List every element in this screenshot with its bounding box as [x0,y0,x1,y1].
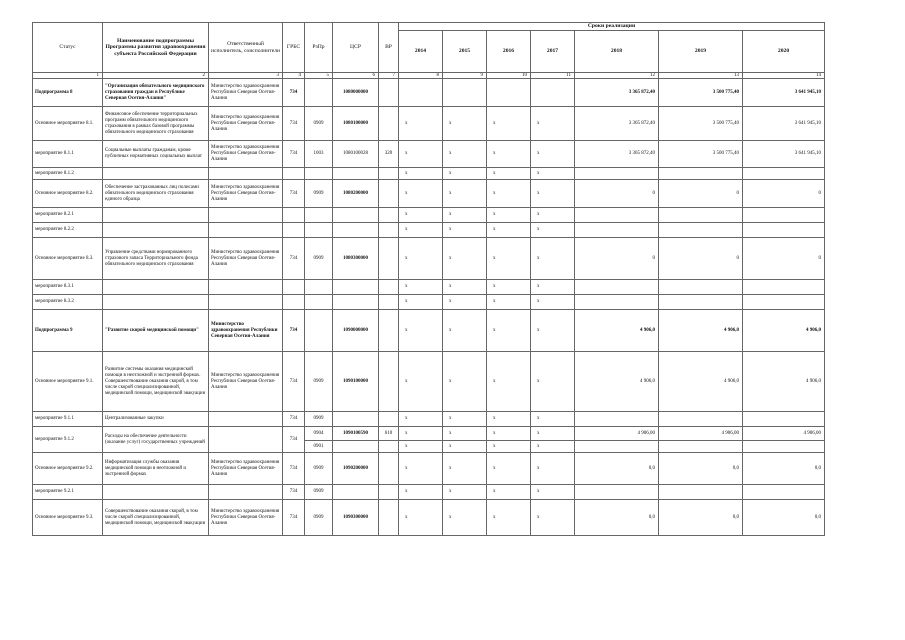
year-value-cell: x [443,238,487,280]
rzpr-cell: 0909 [305,352,333,412]
csr-cell: 1080000000 [333,79,379,107]
year-value-cell: 0 [575,238,659,280]
year-value-cell: x [443,208,487,223]
year-header: 2017 [531,31,575,73]
responsible-cell: Министерство здравоохранения Республики Северная Осетия-Алания [209,141,283,168]
year-value-cell: x [487,453,531,485]
year-value-cell: x [487,280,531,295]
grbs-cell [283,280,305,295]
year-value-cell [743,168,825,180]
year-value-cell: x [531,500,575,536]
year-value-cell [659,485,743,500]
csr-cell: 1090300000 [333,500,379,536]
year-value-cell: x [487,295,531,310]
csr-cell [333,168,379,180]
rzpr-cell [305,295,333,310]
name-cell: Развитие системы оказания медицинской помощи в неотложной и экстренной формах. Совершенствование оказания скорой, в том числе скорой специализированной, медицинской помощи, медицинской эвакуации [103,352,209,412]
year-value-cell: x [531,141,575,168]
rzpr-cell: 0909 [305,107,333,141]
year-value-cell [743,441,825,453]
status-cell: мероприятие 8.1.1 [33,141,103,168]
vr-cell [379,168,399,180]
rzpr-cell: 0909 [305,485,333,500]
responsible-cell [209,168,283,180]
year-value-cell: x [487,485,531,500]
vr-cell [379,208,399,223]
col-status-header: Статус [33,23,103,73]
year-value-cell [743,412,825,427]
year-value-cell: 0 [659,180,743,208]
col-number: 5 [305,73,333,79]
csr-cell: 1090100590 [333,427,379,441]
grbs-cell: 734 [283,500,305,536]
col-number: 8 [399,73,443,79]
year-value-cell: x [531,412,575,427]
col-number: 13 [659,73,743,79]
year-value-cell [443,79,487,107]
vr-cell: 320 [379,141,399,168]
year-value-cell: x [399,441,443,453]
vr-cell [379,223,399,238]
csr-cell [333,280,379,295]
vr-cell [379,107,399,141]
rzpr-cell: 0909 [305,412,333,427]
vr-cell [379,485,399,500]
vr-cell [379,180,399,208]
year-value-cell: x [531,427,575,441]
responsible-cell: Министерство здравоохранения Республики Северная Осетия-Алания [209,79,283,107]
year-value-cell: 0 [743,180,825,208]
vr-cell [379,500,399,536]
year-value-cell: x [487,238,531,280]
grbs-cell [283,295,305,310]
year-value-cell: x [399,310,443,352]
table-row [33,453,825,485]
year-value-cell: x [399,280,443,295]
year-value-cell: x [487,208,531,223]
rzpr-cell: 0909 [305,453,333,485]
name-cell [103,208,209,223]
year-value-cell: 3 500 775,40 [659,141,743,168]
year-value-cell [743,223,825,238]
deadlines-header: Сроки реализации [399,23,825,31]
rzpr-cell: 0909 [305,238,333,280]
year-value-cell: x [487,107,531,141]
table-row [33,168,825,180]
name-cell: Информатизация службы оказания медицинской помощи в неотложной и экстренной формах [103,453,209,485]
csr-cell: 1080300000 [333,238,379,280]
year-value-cell [659,223,743,238]
status-cell: Основное мероприятие 8.1. [33,107,103,141]
year-value-cell: 4 906,0 [659,352,743,412]
year-value-cell: x [399,107,443,141]
year-value-cell: x [531,352,575,412]
col-number: 14 [743,73,825,79]
name-cell: Управление средствами нормированного страхового запаса Территориального фонда обязательного медицинского страхования [103,238,209,280]
year-value-cell: x [531,441,575,453]
year-value-cell: x [487,223,531,238]
year-value-cell: x [487,310,531,352]
csr-cell [333,412,379,427]
responsible-cell [209,427,283,453]
rzpr-cell [305,223,333,238]
year-value-cell: x [399,427,443,441]
responsible-cell [209,223,283,238]
vr-cell [379,79,399,107]
year-value-cell: x [487,500,531,536]
year-value-cell: x [399,485,443,500]
table-row [33,295,825,310]
responsible-cell [209,295,283,310]
col-number: 2 [103,73,209,79]
year-value-cell: x [487,352,531,412]
year-value-cell [575,168,659,180]
year-value-cell: 4 906,00 [659,427,743,441]
col-number: 3 [209,73,283,79]
year-value-cell [531,79,575,107]
year-value-cell [659,412,743,427]
col-number: 11 [531,73,575,79]
year-value-cell: 0,0 [659,500,743,536]
col-number: 6 [333,73,379,79]
col-rzpr-header: РзПр [305,23,333,73]
rzpr-cell: 1003 [305,141,333,168]
year-value-cell: x [399,208,443,223]
year-value-cell: x [531,168,575,180]
year-value-cell: 0,0 [659,453,743,485]
year-value-cell: 0,0 [743,500,825,536]
col-number: 7 [379,73,399,79]
year-value-cell: x [399,238,443,280]
name-cell: Социальные выплаты гражданам, кроме публичных нормативных социальных выплат [103,141,209,168]
rzpr-cell [305,208,333,223]
name-cell: Обеспечение застрахованных лиц полисами обязательного медицинского страхования единого образца [103,180,209,208]
year-value-cell: x [531,295,575,310]
year-value-cell: x [399,168,443,180]
year-value-cell: 0,0 [575,453,659,485]
name-cell: Финансовое обеспечение территориальных программ обязательного медицинского страхования в рамках базовой программы обязательного медицинского страхования [103,107,209,141]
name-cell: Централизованные закупки [103,412,209,427]
year-value-cell: x [531,280,575,295]
year-value-cell: 4 906,0 [575,310,659,352]
table-row [33,107,825,141]
status-cell: мероприятие 9.1.1 [33,412,103,427]
year-value-cell: 3 500 775,40 [659,107,743,141]
rzpr-cell [305,310,333,352]
year-value-cell [575,280,659,295]
vr-cell [379,453,399,485]
name-cell [103,223,209,238]
grbs-cell: 734 [283,141,305,168]
table-row [33,280,825,295]
csr-cell: 1080100028 [333,141,379,168]
year-value-cell: x [399,295,443,310]
responsible-cell [209,412,283,427]
year-value-cell: x [443,441,487,453]
responsible-cell: Министерство здравоохранения Республики Северная Осетия-Алания [209,310,283,352]
table-body [33,79,825,536]
year-value-cell [399,79,443,107]
year-value-cell: 4 906,0 [743,352,825,412]
csr-cell: 1090000000 [333,310,379,352]
year-value-cell: x [399,352,443,412]
status-cell: Подпрограмма 9 [33,310,103,352]
year-value-cell: x [443,107,487,141]
year-value-cell [743,295,825,310]
responsible-cell: Министерство здравоохранения Республики Северная Осетия-Алания [209,238,283,280]
grbs-cell: 734 [283,238,305,280]
year-value-cell: x [443,427,487,441]
year-value-cell: 0,0 [743,453,825,485]
status-cell: Основное мероприятие 9.3. [33,500,103,536]
year-value-cell [659,208,743,223]
vr-cell [379,238,399,280]
year-header: 2015 [443,31,487,73]
table-row [33,79,825,107]
status-cell: Основное мероприятие 9.2. [33,453,103,485]
year-value-cell [575,223,659,238]
csr-cell [333,295,379,310]
grbs-cell: 734 [283,180,305,208]
responsible-cell [209,280,283,295]
year-value-cell [659,295,743,310]
status-cell: мероприятие 8.2.2 [33,223,103,238]
year-value-cell: x [443,141,487,168]
grbs-cell [283,208,305,223]
name-cell: "Организация обязательного медицинского страхования граждан в Республике Северная Осетия-Алания" [103,79,209,107]
rzpr-cell: 0909 [305,180,333,208]
year-value-cell: x [443,412,487,427]
year-value-cell: x [487,427,531,441]
table-row [33,412,825,427]
csr-cell [333,485,379,500]
status-cell: Основное мероприятие 8.3. [33,238,103,280]
responsible-cell: Министерство здравоохранения Республики Северная Осетия-Алания [209,180,283,208]
table-row [33,223,825,238]
col-number: 9 [443,73,487,79]
year-value-cell: x [487,412,531,427]
table-row [33,208,825,223]
year-header: 2016 [487,31,531,73]
year-value-cell: x [443,168,487,180]
year-value-cell: x [443,485,487,500]
status-cell: мероприятие 9.2.1 [33,485,103,500]
year-value-cell [743,280,825,295]
year-value-cell [487,79,531,107]
col-number: 10 [487,73,531,79]
csr-cell [333,208,379,223]
table-row [33,180,825,208]
name-cell: Расходы на обеспечение деятельности (оказание услуг) государственных учреждений [103,427,209,453]
year-value-cell: x [399,180,443,208]
status-cell: мероприятие 8.2.1 [33,208,103,223]
year-value-cell: 3 641 945,10 [743,107,825,141]
year-value-cell [575,208,659,223]
table-row [33,500,825,536]
year-value-cell: x [443,223,487,238]
name-cell [103,295,209,310]
rzpr-cell: 0909 [305,500,333,536]
status-cell: Подпрограмма 8 [33,79,103,107]
year-value-cell: x [531,223,575,238]
name-cell: Совершенствование оказания скорой, в том числе скорой специализированной, медицинской помощи, медицинской эвакуации [103,500,209,536]
year-value-cell: x [399,141,443,168]
year-value-cell: x [399,412,443,427]
program-budget-table [32,22,825,536]
year-value-cell: 4 906,0 [659,310,743,352]
table-row [33,485,825,500]
col-vr-header: ВР [379,23,399,73]
vr-cell [379,295,399,310]
col-number: 4 [283,73,305,79]
grbs-cell: 734 [283,79,305,107]
table-row [33,238,825,280]
status-cell: мероприятие 8.3.1 [33,280,103,295]
responsible-cell [209,208,283,223]
vr-cell: 610 [379,427,399,441]
grbs-cell: 734 [283,107,305,141]
responsible-cell: Министерство здравоохранения Республики Северная Осетия-Алания [209,352,283,412]
year-value-cell: x [531,485,575,500]
year-value-cell: x [487,441,531,453]
csr-cell: 1080200000 [333,180,379,208]
rzpr-cell [305,280,333,295]
year-value-cell: x [399,223,443,238]
year-value-cell: x [531,238,575,280]
year-value-cell: x [443,310,487,352]
year-value-cell: x [443,500,487,536]
year-value-cell: 4 906,00 [743,427,825,441]
table-row [33,141,825,168]
year-value-cell [575,485,659,500]
name-cell: "Развитие скорой медицинской помощи" [103,310,209,352]
grbs-cell: 734 [283,310,305,352]
rzpr-cell [305,79,333,107]
year-value-cell: x [443,280,487,295]
year-value-cell [743,485,825,500]
year-value-cell: 3 641 945,10 [743,79,825,107]
csr-cell: 1080100000 [333,107,379,141]
responsible-cell [209,485,283,500]
year-value-cell: 3 365 872,40 [575,107,659,141]
year-value-cell: 3 365 872,40 [575,141,659,168]
year-header: 2019 [659,31,743,73]
year-value-cell: 3 641 945,10 [743,141,825,168]
name-cell [103,168,209,180]
year-value-cell: 0 [743,238,825,280]
responsible-cell: Министерство здравоохранения Республики Северная Осетия-Алания [209,500,283,536]
year-value-cell: 0 [575,180,659,208]
year-value-cell [743,208,825,223]
rzpr-cell [305,168,333,180]
col-number: 1 [33,73,103,79]
year-value-cell: x [531,310,575,352]
rzpr-cell: 0904 [305,427,333,441]
year-header: 2014 [399,31,443,73]
year-value-cell: x [443,453,487,485]
year-value-cell: x [531,180,575,208]
year-header: 2018 [575,31,659,73]
year-value-cell: 4 906,0 [743,310,825,352]
col-grbs-header: ГРБС [283,23,305,73]
grbs-cell [283,168,305,180]
grbs-cell [283,223,305,238]
col-csr-header: ЦСР [333,23,379,73]
vr-cell [379,352,399,412]
year-value-cell: x [443,295,487,310]
status-cell: Основное мероприятие 9.1. [33,352,103,412]
year-value-cell: x [443,352,487,412]
year-value-cell [659,441,743,453]
csr-cell [333,441,379,453]
csr-cell [333,223,379,238]
vr-cell [379,412,399,427]
grbs-cell: 734 [283,453,305,485]
year-value-cell [575,412,659,427]
budget-table-sheet [32,22,824,536]
year-value-cell: 4 906,0 [575,352,659,412]
responsible-cell: Министерство здравоохранения Республики Северная Осетия-Алания [209,453,283,485]
name-cell [103,280,209,295]
table-row [33,310,825,352]
status-cell: Основное мероприятие 8.2. [33,180,103,208]
col-name-header: Наименование подпрограммы Программы развития здравоохранения субъекта Российской Федерации [103,23,209,73]
status-cell: мероприятие 8.1.2 [33,168,103,180]
year-value-cell: x [399,500,443,536]
table-row [33,352,825,412]
col-responsible-header: Ответственный исполнитель, соисполнители [209,23,283,73]
year-value-cell: x [487,141,531,168]
year-header: 2020 [743,31,825,73]
grbs-cell: 734 [283,485,305,500]
year-value-cell: 3 500 775,40 [659,79,743,107]
grbs-cell: 734 [283,412,305,427]
year-value-cell: x [531,208,575,223]
rzpr-cell: 0901 [305,441,333,453]
csr-cell: 1090200000 [333,453,379,485]
year-value-cell [575,441,659,453]
year-value-cell [659,280,743,295]
year-value-cell: x [487,168,531,180]
grbs-cell: 734 [283,427,305,453]
year-value-cell: 0,0 [575,500,659,536]
vr-cell [379,310,399,352]
year-value-cell: 3 365 872,40 [575,79,659,107]
vr-cell [379,280,399,295]
vr-cell [379,441,399,453]
year-value-cell: x [531,453,575,485]
status-cell: мероприятие 8.3.2 [33,295,103,310]
year-value-cell: 4 906,00 [575,427,659,441]
csr-cell: 1090100000 [333,352,379,412]
col-number: 12 [575,73,659,79]
status-cell: мероприятие 9.1.2 [33,427,103,453]
year-value-cell: x [487,180,531,208]
table-row [33,427,825,441]
responsible-cell: Министерство здравоохранения Республики Северная Осетия-Алания [209,107,283,141]
year-value-cell: x [399,453,443,485]
name-cell [103,485,209,500]
year-value-cell: x [531,107,575,141]
year-value-cell [659,168,743,180]
grbs-cell: 734 [283,352,305,412]
year-value-cell [575,295,659,310]
year-value-cell: x [443,180,487,208]
year-value-cell: 0 [659,238,743,280]
